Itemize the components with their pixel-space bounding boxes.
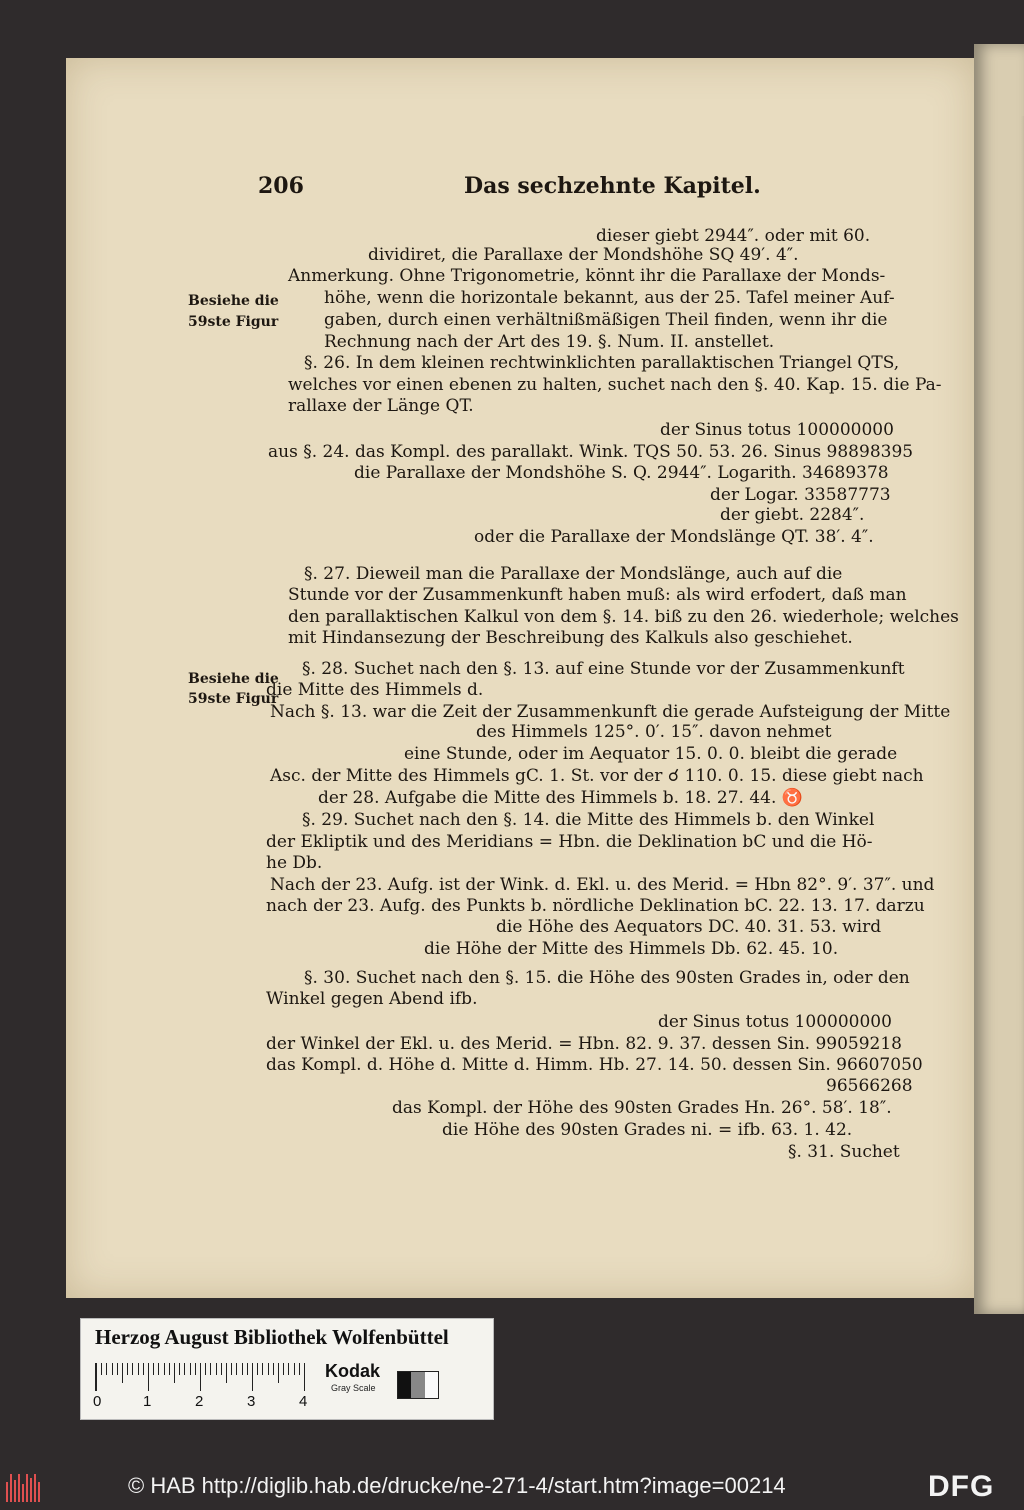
credit-link[interactable]: © HAB http://diglib.hab.de/drucke/ne-271-4/start.htm?image=00214 [128,1473,786,1498]
text-line: §. 30. Suchet nach den §. 15. die Höhe des 90sten Grades in, oder den [304,968,910,988]
ruler-tick [257,1363,258,1375]
text-line: he Db. [266,853,323,873]
ruler-tick [210,1363,211,1375]
kodak-logo: Kodak [325,1361,381,1381]
calc-line: Nach §. 13. war die Zeit der Zusammenkunft die gerade Aufsteigung der Mitte [270,702,951,722]
footer-bar [0,1466,1024,1510]
ruler-tick [247,1363,248,1375]
book-page [66,58,974,1298]
text-line: Winkel gegen Abend ifb. [266,989,478,1009]
calc-line: der Logar. 33587773 [710,485,891,505]
ruler-tick [127,1363,128,1375]
text-line: Rechnung nach der Art des 19. §. Num. II. anstellet. [324,332,775,352]
ruler-tick [236,1363,237,1375]
calc-line: die Höhe des 90sten Grades ni. = ifb. 63. 1. 42. [442,1120,853,1140]
ruler-tick [294,1363,295,1375]
calc-line: der Sinus totus 100000000 [660,420,894,440]
swatch-white [425,1372,438,1398]
ruler-tick [101,1363,102,1375]
catchword: §. 31. Suchet [788,1142,900,1162]
calc-line: des Himmels 125°. 0′. 15″. davon nehmet [476,722,832,742]
ruler-tick [158,1363,159,1375]
ruler-tick [148,1363,149,1391]
scale-number: 0 [93,1393,102,1410]
gray-scale-label: Gray Scale [331,1383,376,1393]
calc-line: aus §. 24. das Kompl. des parallakt. Wink. TQS 50. 53. 26. Sinus 98898395 [268,442,914,462]
next-page-edge [974,44,1024,1314]
gray-swatches [397,1371,439,1399]
ruler-tick [179,1363,180,1375]
ruler-tick [122,1363,123,1383]
calc-line: der Winkel der Ekl. u. des Merid. = Hbn. 82. 9. 37. dessen Sin. 99059218 [266,1034,902,1054]
ruler-tick [132,1363,133,1375]
calc-line: Nach der 23. Aufg. ist der Wink. d. Ekl. u. des Merid. = Hbn 82°. 9′. 37″. und [270,875,935,895]
ruler-tick [169,1363,170,1375]
ruler-tick [273,1363,274,1375]
page-title: Das sechzehnte Kapitel. [464,173,761,199]
swatch-gray [411,1372,424,1398]
calc-line: oder die Parallaxe der Mondslänge QT. 38′. 4″. [474,527,874,547]
text-line: dividiret, die Parallaxe der Mondshöhe SQ 49′. 4″. [368,245,799,265]
ruler-tick [262,1363,263,1375]
text-line: die Mitte des Himmels d. [266,680,484,700]
ruler-tick [106,1363,107,1375]
text-line: den parallaktischen Kalkul von dem §. 14. biß zu den 26. wiederhole; welches [288,607,959,627]
scale-number: 3 [247,1393,256,1410]
ruler-tick [268,1363,269,1375]
text-line: rallaxe der Länge QT. [288,396,474,416]
color-calibration-card [80,1318,494,1420]
calc-line: nach der 23. Aufg. des Punkts b. nördliche Deklination bC. 22. 13. 17. darzu [266,896,925,916]
ruler-tick [216,1363,217,1375]
text-line: höhe, wenn die horizontale bekannt, aus der 25. Tafel meiner Auf- [324,288,895,308]
swatch-black [398,1372,411,1398]
ruler-tick [278,1363,279,1383]
institution-name: Herzog August Bibliothek Wolfenbüttel [95,1325,449,1349]
text-line: §. 29. Suchet nach den §. 14. die Mitte des Himmels b. den Winkel [302,810,875,830]
text-line: §. 28. Suchet nach den §. 13. auf eine Stunde vor der Zusammenkunft [302,659,905,679]
ruler-tick [164,1363,165,1375]
ruler-tick [195,1363,196,1375]
calc-line: der giebt. 2284″. [720,505,865,525]
ruler-tick [242,1363,243,1375]
text-line: welches vor einen ebenen zu halten, suchet nach den §. 40. Kap. 15. die Pa- [288,375,942,395]
ruler-tick [304,1363,305,1391]
ruler-tick [252,1363,253,1391]
calc-line: 96566268 [826,1076,913,1096]
calc-line: die Höhe des Aequators DC. 40. 31. 53. wird [496,917,882,937]
ruler-tick [226,1363,227,1383]
dfg-logo: DFG [928,1470,995,1503]
ruler-tick [184,1363,185,1375]
ruler-tick [200,1363,201,1391]
calc-line: Asc. der Mitte des Himmels gC. 1. St. vor der ☌ 110. 0. 15. diese giebt nach [270,766,924,786]
ruler-tick [117,1363,118,1375]
text-line: gaben, durch einen verhältnißmäßigen Theil finden, wenn ihr die [324,310,888,330]
page-number: 206 [258,173,304,199]
ruler-tick [143,1363,144,1375]
scale-number: 1 [143,1393,152,1410]
hab-logo-icon [6,1474,44,1502]
calc-line: der Sinus totus 100000000 [658,1012,892,1032]
margin-note: 59ste Figur [188,314,279,330]
text-line: mit Hindansezung der Beschreibung des Kalkuls also geschiehet. [288,628,853,648]
ruler-tick [283,1363,284,1375]
margin-note: Besiehe die [188,671,279,687]
ruler-tick [138,1363,139,1375]
ruler-tick [153,1363,154,1375]
ruler-tick [174,1363,175,1383]
calc-line: die Parallaxe der Mondshöhe S. Q. 2944″. Logarith. 34689378 [354,463,889,483]
margin-note: 59ste Figur [188,691,279,707]
ruler-tick [221,1363,222,1375]
text-line: Stunde vor der Zusammenkunft haben muß: als wird erfodert, daß man [288,585,907,605]
scale-number: 2 [195,1393,204,1410]
ruler-tick [96,1363,97,1391]
calc-line: das Kompl. der Höhe des 90sten Grades Hn. 26°. 58′. 18″. [392,1098,892,1118]
ruler-tick [288,1363,289,1375]
calc-line: das Kompl. d. Höhe d. Mitte d. Himm. Hb. 27. 14. 50. dessen Sin. 96607050 [266,1055,923,1075]
calc-line: der 28. Aufgabe die Mitte des Himmels b. 18. 27. 44. ♉ [318,788,803,808]
text-line: §. 27. Dieweil man die Parallaxe der Mondslänge, auch auf die [304,564,843,584]
text-line: dieser giebt 2944″. oder mit 60. [596,226,871,246]
ruler-tick [112,1363,113,1375]
text-line: der Ekliptik und des Meridians = Hbn. die Deklination bC und die Hö- [266,832,873,852]
calc-line: eine Stunde, oder im Aequator 15. 0. 0. bleibt die gerade [404,744,898,764]
text-line: §. 26. In dem kleinen rechtwinklichten parallaktischen Triangel QTS, [304,353,900,373]
ruler-scale [95,1363,314,1391]
ruler-tick [205,1363,206,1375]
calc-line: die Höhe der Mitte des Himmels Db. 62. 45. 10. [424,939,839,959]
ruler-tick [231,1363,232,1375]
margin-note: Besiehe die [188,293,279,309]
scale-number: 4 [299,1393,308,1410]
ruler-tick [299,1363,300,1375]
ruler-tick [190,1363,191,1375]
text-line: Anmerkung. Ohne Trigonometrie, könnt ihr die Parallaxe der Monds- [288,266,886,286]
